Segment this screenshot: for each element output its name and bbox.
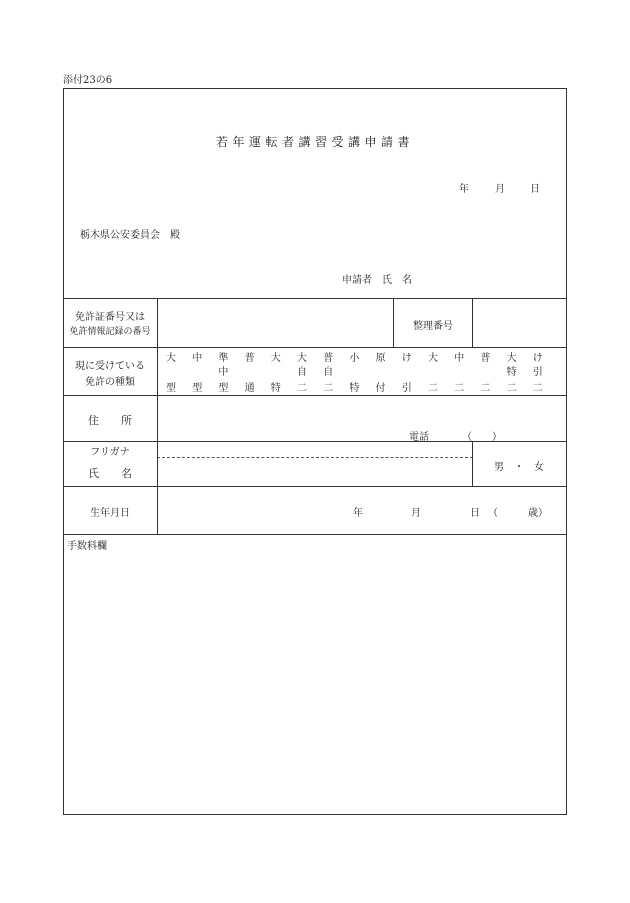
license-type-char: 特 [506,367,517,378]
license-type-char: 二 [532,383,543,394]
license-type-char: 二 [297,383,307,394]
name-label: 氏 名 [88,467,132,480]
license-number-label: 免許証番号又は [75,312,145,323]
reference-number-field[interactable] [474,300,565,346]
license-type-char: 二 [506,383,517,394]
license-type-char: 付 [375,383,386,394]
license-type-char: 二 [428,383,438,394]
column-divider [393,298,394,348]
row-divider [63,486,567,487]
furigana-label: フリガナ [90,447,130,458]
fee-label: 手数料欄 [67,541,107,552]
address-field[interactable] [159,397,565,439]
birth-month-label: 月 [411,508,421,519]
license-type-char: 引 [401,383,412,394]
column-divider [472,298,473,348]
license-type-char: 大 [297,353,307,364]
license-type-char: け [401,353,412,364]
license-types-label-sub: 免許の種類 [85,377,135,388]
phone-parentheses: （ ） [462,432,502,443]
phone-label: 電話 [409,432,429,443]
license-type-char: 型 [218,383,229,394]
license-type-char: 二 [454,383,465,394]
license-type-char: 型 [192,383,203,394]
license-type-char: 中 [192,353,203,364]
license-type-char: 大 [506,353,517,364]
row-divider [63,534,567,535]
license-type-char: 型 [166,383,176,394]
license-type-char: 小 [349,353,360,364]
license-type-char: 特 [270,383,281,394]
date-year-label: 年 [459,184,469,195]
furigana-divider [157,457,473,458]
row-divider [63,298,567,299]
license-type-char: 大 [166,353,176,364]
gender-options[interactable]: 男 ・ 女 [494,462,544,473]
age-label: （ 歳） [488,508,548,519]
address-label: 住 所 [88,414,132,427]
license-type-char: 普 [480,353,491,364]
license-type-char: 特 [349,383,360,394]
license-type-char: 自 [323,367,334,378]
license-type-char: け [532,353,543,364]
birth-day-label: 日 [470,508,480,519]
license-type-char: 二 [323,383,334,394]
date-day-label: 日 [530,184,540,195]
license-type-char: 普 [323,353,334,364]
license-type-char: 大 [428,353,438,364]
birth-year-label: 年 [353,508,363,519]
license-type-char: 中 [218,367,229,378]
column-divider [472,441,473,487]
row-divider [63,347,567,348]
license-type-char: 二 [480,383,491,394]
license-type-char: 中 [454,353,465,364]
license-type-char: 通 [244,383,255,394]
license-type-char: 引 [532,367,543,378]
license-record-label: 免許情報記録の番号 [69,327,151,337]
fee-area [64,552,566,814]
license-type-char: 普 [244,353,255,364]
addressee: 栃木県公安委員会 殿 [80,230,180,241]
license-type-char: 原 [375,353,386,364]
attachment-number: 添付23の6 [63,75,113,86]
label-column-divider [157,298,158,535]
birthdate-label: 生年月日 [90,508,130,519]
license-type-char: 大 [270,353,281,364]
name-field[interactable] [159,459,471,485]
date-month-label: 月 [495,184,505,195]
license-number-field[interactable] [159,300,391,346]
reference-number-label: 整理番号 [413,321,453,332]
license-type-char: 自 [297,367,307,378]
form-title: 若年運転者講習受講申請書 [215,135,415,149]
row-divider [63,395,567,396]
license-type-char: 準 [218,353,229,364]
furigana-field[interactable] [159,443,471,456]
license-types-label: 現に受けている [75,361,145,372]
applicant-name-label: 申請者 氏 名 [342,275,412,286]
